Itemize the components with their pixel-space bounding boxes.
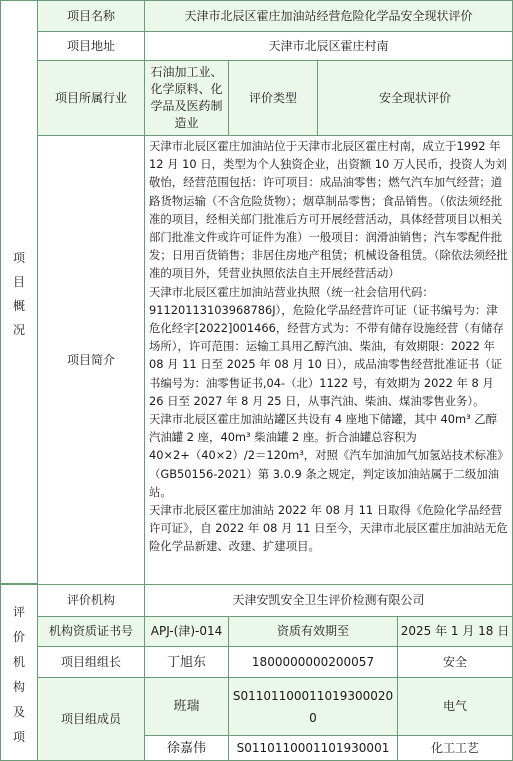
project-address-label: 项目地址: [37, 31, 145, 61]
section-agency-header: [0, 584, 38, 761]
member-field: 电气: [397, 677, 513, 736]
evaluation-type-label: 评价类型: [228, 60, 318, 136]
intro-paragraph: 天津市北辰区霍庄加油站 2022 年 08 月 11 日取得《危险化学品经营许可证》，自 2022 年 08 月 11 日至今，天津市北辰区霍庄加油站无危险化学品新建、改建、扩建项目。: [149, 503, 508, 554]
project-name-label: 项目名称: [37, 0, 145, 32]
leader-name: 丁旭东: [144, 646, 229, 678]
evaluation-type-value: 安全现状评价: [317, 60, 513, 136]
section-char: 构: [12, 679, 25, 694]
section-char: 况: [12, 323, 25, 337]
cert-valid-label: 资质有效期至: [228, 616, 398, 647]
intro-paragraph: 天津市北辰区霍庄加油站营业执照（统一社会信用代码：91120113103968786J），危险化学品经营许可证（证书编号为：津危化经字[2022]001466，经营方式为：不带有储存设施经营（有储存场所），许可范围：运输工具用乙醇汽油、柴油，有效期限：2022 年 08 月 11 日至 2025 年 08 月 10 日），成品油零售经营批准证书（证书编号为：油零售证书,04-（北）1122 号，有效期为 2022 年 8 月 26 日至 2027 年 8 月 25 日，从事汽油、柴油、煤油零售业务）。: [149, 284, 504, 408]
section-char: 目: [12, 275, 25, 289]
section-char: 及: [12, 704, 25, 719]
leader-id: 1800000000200057: [228, 646, 398, 678]
section-char: 项: [12, 251, 25, 265]
member-id: S011011000110193000200: [228, 677, 398, 736]
project-intro-label: 项目简介: [37, 135, 145, 585]
member-name: 班瑞: [144, 677, 229, 736]
industry-label: 项目所属行业: [37, 60, 145, 136]
section-char: 价: [12, 629, 25, 644]
section-char: 项: [12, 729, 25, 744]
section-char: 机: [12, 654, 25, 669]
project-intro-text: [144, 135, 513, 585]
section-char: 概: [12, 299, 25, 313]
project-address-value: 天津市北辰区霍庄村南: [144, 31, 513, 61]
section-overview-header: [0, 0, 38, 584]
section-char: 评: [12, 604, 25, 619]
cert-number-value: APJ-(津)-014: [144, 616, 229, 647]
leader-label: 项目组组长: [37, 646, 145, 678]
member-name: 徐嘉伟: [144, 735, 229, 761]
member-id: S011011000110193000​1: [228, 735, 398, 761]
intro-paragraph: 天津市北辰区霍庄加油站罐区共设有 4 座地下储罐，其中 40m³ 乙醇汽油罐 2 座，40m³ 柴油罐 2 座。折合油罐总容积为 40×2+（40×2）/2＝120m³，对照《汽车加油加气加氢站技术标准》（GB50156-2021）第 3.0.9 条之规定，判定该加油站属于二级加油站。: [149, 412, 504, 499]
industry-value: 石油加工业、化学原料、化学品及医药制造业: [144, 60, 229, 136]
agency-label: 评价机构: [37, 584, 145, 617]
leader-field: 安全: [397, 646, 513, 678]
intro-paragraph: 天津市北辰区霍庄加油站位于天津市北辰区霍庄村南，成立于1992 年 12 月 10 日，类型为个人独资企业，出资额 10 万人民币，投资人为刘敬怡，经营范围包括：许可项目：成品油零售；燃气汽车加气经营；道路货物运输（不含危险货物）；烟草制品零售；食品销售。（依法须经批准的项目，经相关部门批准后方可开展经营活动，具体经营项目以相关部门批准文件或许可证件为准）一般项目：润滑油销售；汽车零配件批发；日用百货销售；非居住房地产租赁；机械设备租赁。（除依法须经批准的项目外，凭营业执照依法自主开展经营活动）: [149, 139, 508, 281]
member-field: 化工工艺: [397, 735, 513, 761]
cert-number-label: 机构资质证书号: [37, 616, 145, 647]
project-name-value: 天津市北辰区霍庄加油站经营危险化学品安全现状评价: [144, 0, 513, 32]
agency-value: 天津安凯安全卫生评价检测有限公司: [144, 584, 513, 617]
cert-valid-value: 2025 年 1 月 18 日: [397, 616, 513, 647]
members-label: 项目组成员: [37, 677, 145, 761]
